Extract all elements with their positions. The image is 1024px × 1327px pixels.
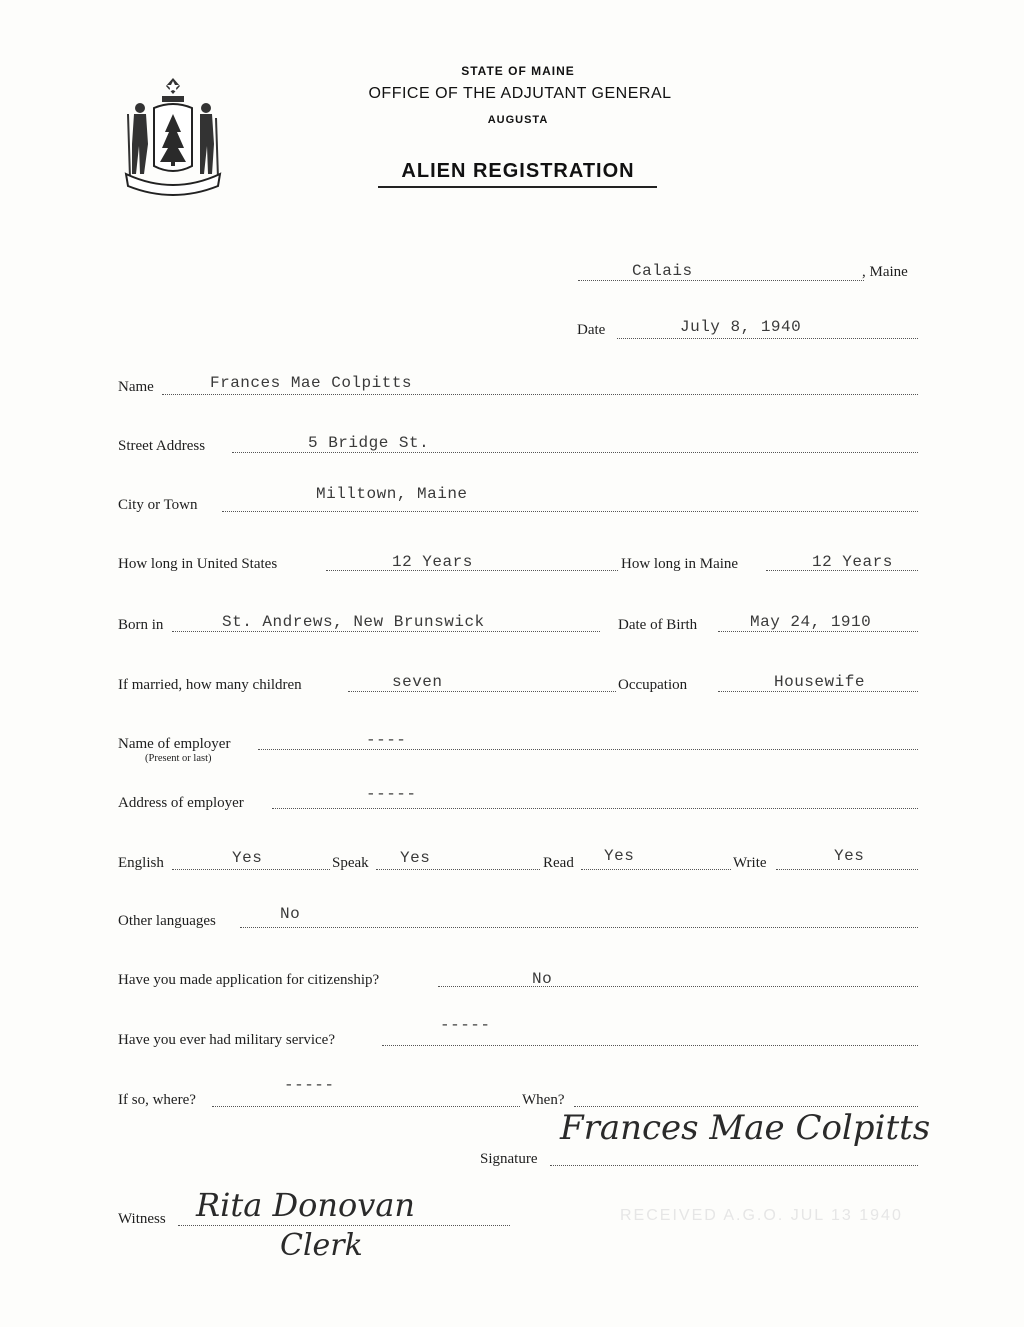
- date-of-birth-value: May 24, 1910: [750, 613, 872, 631]
- street-line: [232, 452, 918, 453]
- witness-label: Witness: [118, 1211, 166, 1227]
- how-long-maine-label: How long in Maine: [621, 556, 739, 572]
- signature-line: [550, 1165, 918, 1166]
- signature-label: Signature: [480, 1151, 538, 1167]
- employer-address-label: Address of employer: [118, 795, 244, 811]
- speak-label: Speak: [332, 855, 369, 871]
- employer-address-line: [272, 808, 918, 809]
- other-languages-label: Other languages: [118, 913, 216, 929]
- born-in-value: St. Andrews, New Brunswick: [222, 613, 485, 631]
- citizenship-label: Have you made application for citizenship?: [118, 972, 380, 988]
- date-of-birth-label: Date of Birth: [618, 617, 698, 633]
- read-line: [581, 869, 731, 870]
- when-label: When?: [522, 1092, 565, 1108]
- office-heading: OFFICE OF THE ADJUTANT GENERAL: [368, 85, 672, 102]
- military-label: Have you ever had military service?: [118, 1032, 335, 1048]
- born-in-line: [172, 631, 600, 632]
- children-value: seven: [392, 673, 443, 691]
- employer-address-value: -----: [366, 785, 417, 803]
- city-label: City or Town: [118, 497, 198, 513]
- employer-name-value: ----: [366, 731, 407, 749]
- date-label: Date: [577, 322, 606, 338]
- date-line: [617, 338, 918, 339]
- where-label: If so, where?: [118, 1092, 196, 1108]
- title-underline: [378, 186, 657, 188]
- place-value: Calais: [632, 262, 693, 280]
- name-line: [162, 394, 918, 395]
- employer-name-sublabel: (Present or last): [145, 753, 212, 764]
- street-label: Street Address: [118, 438, 206, 454]
- state-heading: STATE OF MAINE: [461, 64, 575, 78]
- write-value: Yes: [834, 847, 865, 865]
- other-languages-value: No: [280, 905, 301, 923]
- date-value: July 8, 1940: [680, 318, 802, 336]
- witness-title: Clerk: [280, 1228, 363, 1263]
- where-value: -----: [284, 1076, 335, 1094]
- military-line: [382, 1045, 918, 1046]
- read-value: Yes: [604, 847, 635, 865]
- born-in-label: Born in: [118, 617, 164, 633]
- street-value: 5 Bridge St.: [308, 434, 430, 452]
- place-line: [578, 280, 864, 281]
- where-line: [212, 1106, 520, 1107]
- english-value: Yes: [232, 849, 263, 867]
- city-heading: AUGUSTA: [487, 114, 549, 126]
- occupation-label: Occupation: [618, 677, 688, 693]
- received-stamp: RECEIVED A.G.O. JUL 13 1940: [620, 1207, 903, 1224]
- city-value: Milltown, Maine: [316, 485, 468, 503]
- when-line: [574, 1106, 918, 1107]
- name-label: Name: [118, 379, 154, 395]
- citizenship-value: No: [532, 970, 553, 988]
- witness-line: [178, 1225, 510, 1226]
- occupation-line: [718, 691, 918, 692]
- date-of-birth-line: [718, 631, 918, 632]
- signature-value: Frances Mae Colpitts: [560, 1108, 931, 1148]
- form-title: ALIEN REGISTRATION: [401, 160, 635, 182]
- city-line: [222, 511, 918, 512]
- how-long-maine-value: 12 Years: [812, 553, 893, 571]
- english-label: English: [118, 855, 164, 871]
- employer-name-label: Name of employer: [118, 736, 231, 752]
- read-label: Read: [543, 855, 574, 871]
- how-long-us-label: How long in United States: [118, 556, 278, 572]
- citizenship-line: [438, 986, 918, 987]
- other-languages-line: [240, 927, 918, 928]
- military-value: -----: [440, 1016, 491, 1034]
- english-line: [172, 869, 330, 870]
- how-long-us-value: 12 Years: [392, 553, 473, 571]
- write-line: [776, 869, 918, 870]
- witness-value: Rita Donovan: [196, 1186, 415, 1224]
- speak-line: [376, 869, 540, 870]
- occupation-value: Housewife: [774, 673, 865, 691]
- children-line: [348, 691, 616, 692]
- employer-name-line: [258, 749, 918, 750]
- name-value: Frances Mae Colpitts: [210, 374, 413, 392]
- children-label: If married, how many children: [118, 677, 302, 693]
- speak-value: Yes: [400, 849, 431, 867]
- place-suffix: , Maine: [862, 264, 908, 280]
- write-label: Write: [733, 855, 767, 871]
